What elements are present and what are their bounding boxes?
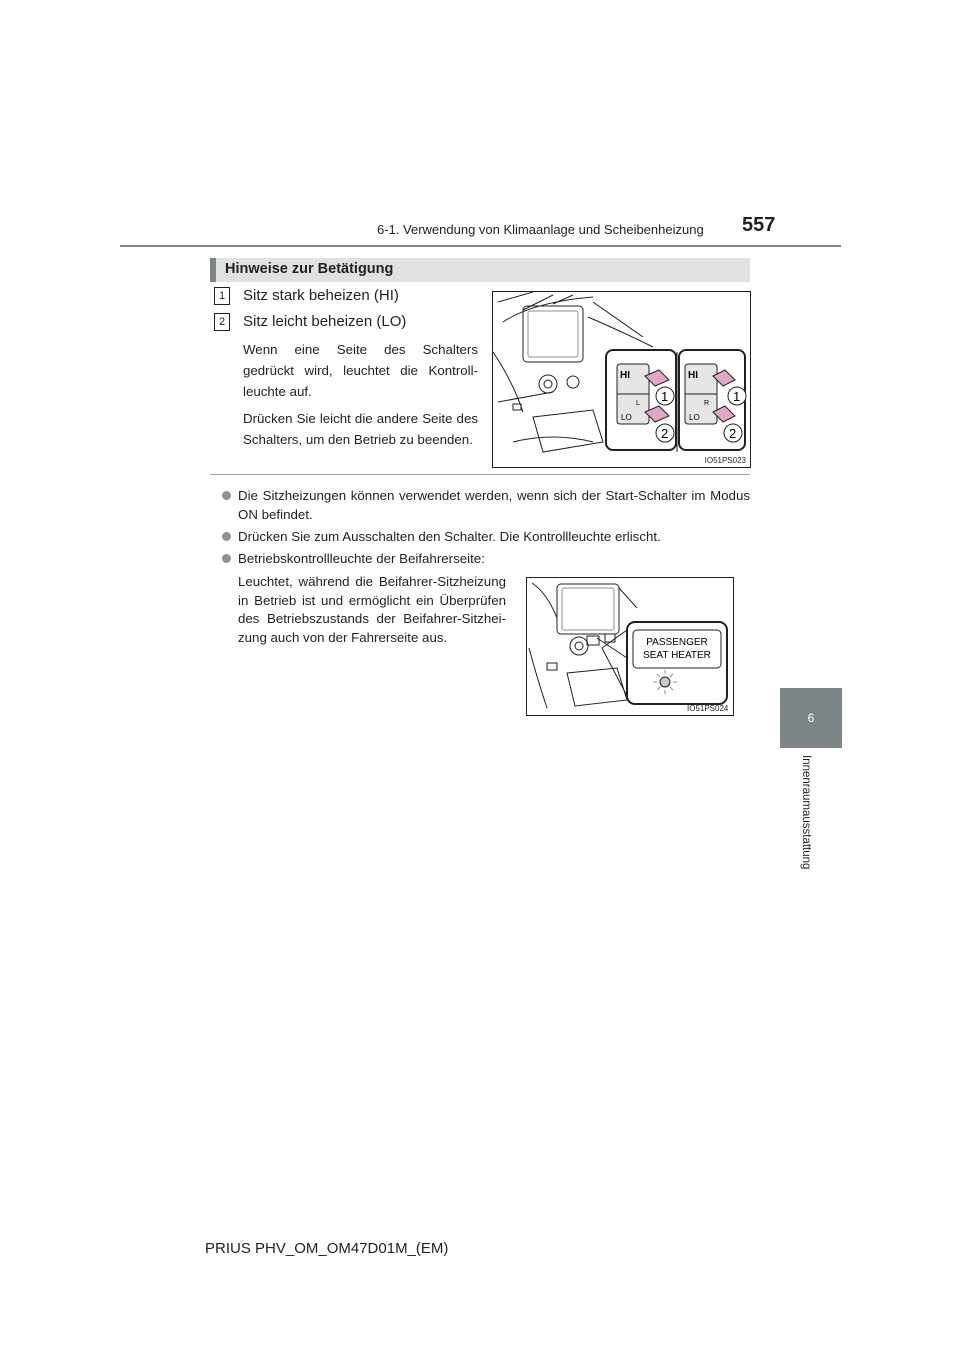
section-title: Hinweise zur Betätigung	[225, 261, 394, 277]
indicator-label-line2: SEAT HEATER	[643, 650, 711, 661]
bullet-item	[222, 486, 750, 524]
bullet-item	[222, 527, 750, 546]
section-divider	[210, 474, 750, 475]
passenger-indicator-note: Leuchtet, während die Beifahrer-Sitzheizung in Betrieb ist und ermöglicht ein Überprüfen des Betriebszustands der Beifahrer-Sitzheizung auch von der Fahrerseite aus.	[238, 574, 506, 645]
item-text: Sitz leicht beheizen (LO)	[243, 313, 407, 330]
callout-number: 2	[729, 426, 737, 441]
bullet-icon	[222, 491, 231, 500]
bullet-text: Drücken Sie zum Ausschalten den Schalter. Die Kontrollleuchte erlischt.	[238, 529, 661, 544]
hi-label: HI	[620, 370, 630, 381]
bullet-icon	[222, 554, 231, 563]
side-label-right: R	[704, 400, 710, 407]
document-id: PRIUS PHV_OM_OM47D01M_(EM)	[205, 1240, 449, 1257]
chapter-tab: 6	[780, 688, 842, 748]
lo-label: LO	[689, 413, 700, 422]
paragraph: Drücken Sie leicht die andere Seite des Schalters, um den Betrieb zu beenden.	[243, 411, 478, 447]
section-heading	[210, 258, 750, 282]
running-header: 6-1. Verwendung von Klimaanlage und Scheibenheizung	[377, 222, 704, 237]
item-number: 2	[214, 313, 230, 331]
callout-number: 1	[733, 389, 741, 404]
side-label-left: L	[636, 400, 640, 407]
header-rule	[120, 245, 841, 247]
bullet-icon	[222, 532, 231, 541]
paragraph: Wenn eine Seite des Schalters gedrückt wird, leuchtet die Kontrollleuchte auf.	[243, 342, 478, 399]
hi-label: HI	[688, 370, 698, 381]
passenger-indicator-figure	[526, 577, 734, 716]
figure-code: IO51PS024	[687, 704, 729, 713]
lo-label: LO	[621, 413, 632, 422]
chapter-label: Innenraumausstattung	[800, 755, 812, 870]
section-marker	[210, 258, 216, 282]
callout-number: 1	[661, 389, 669, 404]
bullet-item	[222, 549, 750, 568]
bullet-text: Betriebskontrollleuchte der Beifahrerseite:	[238, 551, 485, 566]
item-number: 1	[214, 287, 230, 305]
page-number: 557	[742, 214, 776, 236]
seat-heater-switch-figure	[492, 291, 751, 468]
indicator-illustration	[527, 578, 733, 715]
switch-illustration	[493, 292, 750, 467]
indicator-description	[243, 339, 478, 456]
bullet-text: Die Sitzheizungen können verwendet werden, wenn sich der Start-Schalter im Modus ON befindet.	[238, 488, 750, 522]
callout-number: 2	[661, 426, 669, 441]
indicator-label-line1: PASSENGER	[646, 637, 708, 648]
item-text: Sitz stark beheizen (HI)	[243, 287, 399, 304]
figure-code: IO51PS023	[704, 456, 746, 465]
